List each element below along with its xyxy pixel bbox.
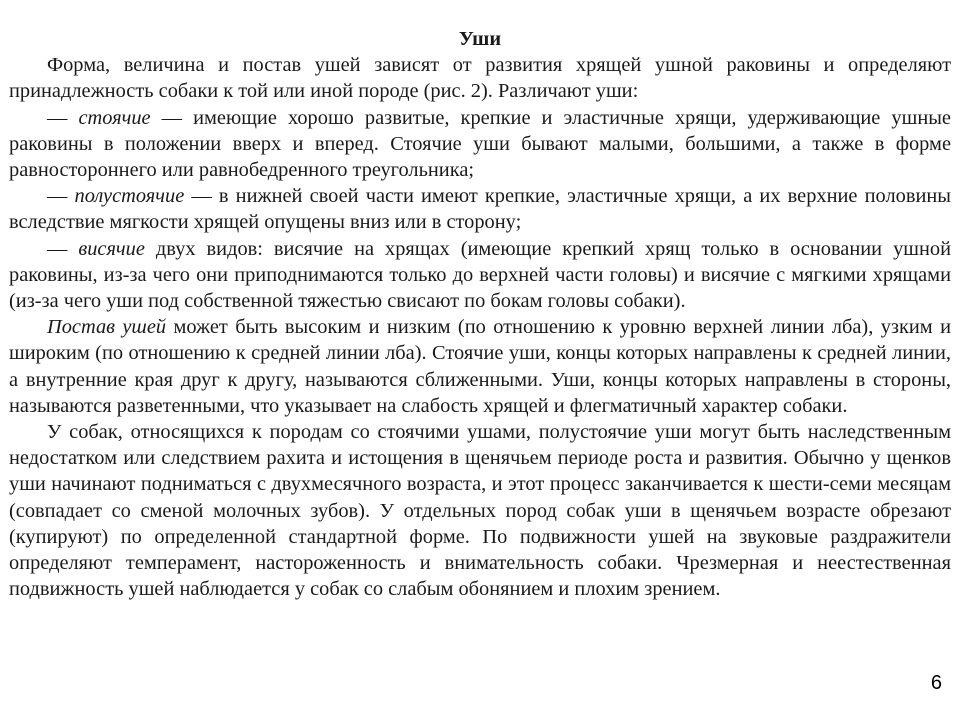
page-number: 6 [930, 672, 942, 694]
ear-set-description: может быть высоким и низким (по отношению к уровню верхней линии лба), узким и широким (по отношению к средней линии лба). Стоячие уши, концы которых направлены к средней линии, а внутренние края друг к другу, называются сближенными. Уши, концы которых направлены в стороны, называются разветенными, что указывает на слабость хрящей и флегматичный характер собаки. [9, 316, 951, 417]
term-ear-set: Постав ушей [47, 316, 167, 339]
document-page [9, 26, 951, 602]
paragraph-ear-set [9, 314, 951, 419]
section-title: Уши [458, 28, 502, 50]
term-erect: стоячие [78, 106, 151, 129]
list-dash: — [47, 185, 68, 208]
list-dash: — [47, 237, 68, 260]
list-dash: — [47, 106, 68, 129]
semi-erect-description: — в нижней своей части имеют крепкие, эластичные хрящи, а их верхние половины вследствие мягкости хрящей опущены вниз или в сторону; [9, 185, 951, 234]
paragraph-semi-erect-ears [9, 183, 951, 235]
paragraph-intro: Форма, величина и постав ушей зависят от развития хрящей ушной раковины и определяют принадлежность собаки к той или иной породе (рис. 2). Различают уши: [9, 54, 951, 103]
hanging-description: двух видов: висячие на хрящах (имеющие крепкий хрящ только в основании ушной раковины, из-за чего они приподнимаются только до верхней части головы) и висячие с мягкими хрящами (из-за чего уши под собственной тяжестью свисают по бокам головы собаки). [9, 237, 951, 313]
paragraph-hanging-ears [9, 236, 951, 315]
paragraph-erect-ears [9, 105, 951, 184]
paragraph-final: У собак, относящихся к породам со стоячими ушами, полустоячие уши могут быть наследственным недостатком или следствием рахита и истощения в щенячьем периоде роста и развития. Обычно у щенков уши начинают подниматься с двухмесячного возраста, и этот процесс заканчивается к шести-семи месяцам (совпадает со сменой молочных зубов). У отдельных пород собак уши в щенячьем возрасте обрезают (купируют) по определенной стандартной форме. По подвижности ушей на звуковые раздражители определяют темперамент, настороженность и внимательность собаки. Чрезмерная и неестественная подвижность ушей наблюдается у собак со слабым обонянием и плохим зрением. [9, 421, 951, 601]
term-semi-erect: полустоячие [74, 185, 185, 208]
term-hanging: висячие [78, 237, 145, 260]
erect-description: — имеющие хорошо развитые, крепкие и эластичные хрящи, удерживающие ушные раковины в положении вверх и вперед. Стоячие уши бывают малыми, большими, а также в форме равностороннего или равнобедренного треугольника; [9, 106, 951, 182]
